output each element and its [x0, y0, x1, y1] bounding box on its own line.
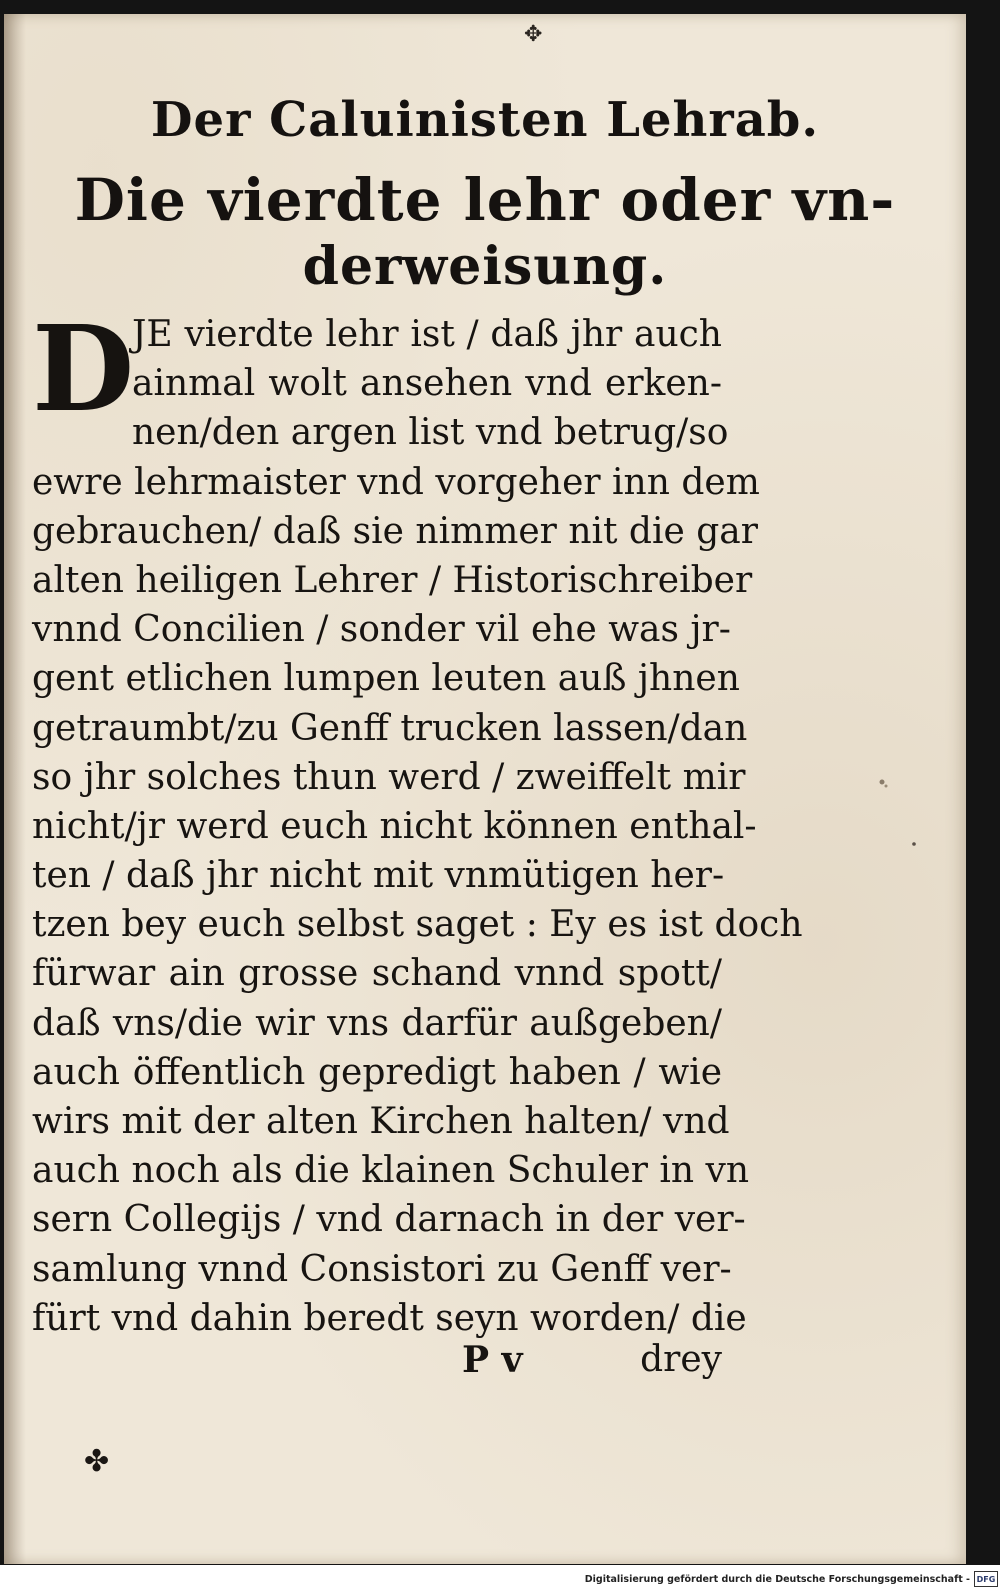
- text-line: ainmal wolt ansehen vnd erken-: [132, 363, 722, 405]
- text-line: so jhr solches thun werd / zweiffelt mir: [32, 756, 746, 798]
- chapter-title-line-1: Die vierdte lehr oder vn-: [74, 166, 896, 234]
- text-line: wirs mit der alten Kirchen halten/ vnd: [32, 1101, 730, 1142]
- text-line: gebrauchen/ daß sie nimmer nit die gar: [32, 510, 758, 552]
- text-line: auch noch als die klainen Schuler in vn: [32, 1150, 750, 1192]
- bottom-ornament-icon: ✤: [84, 1444, 110, 1479]
- signature-mark: P v: [462, 1339, 523, 1381]
- text-line: vnnd Concilien / sonder vil ehe was jr-: [32, 609, 731, 651]
- chapter-title-line-2: derweisung.: [302, 236, 668, 297]
- text-line: fürwar ain grosse schand vnnd spott/: [32, 953, 722, 995]
- digitization-credit: Digitalisierung gefördert durch die Deutsche Forschungsgemeinschaft -: [584, 1574, 970, 1585]
- text-line: ewre lehrmaister vnd vorgeher inn dem: [32, 461, 760, 503]
- text-line: tzen bey euch selbst saget : Ey es ist doch: [32, 904, 803, 946]
- text-line: samlung vnnd Consistori zu Genff ver-: [32, 1248, 732, 1290]
- text-line: JE vierdte lehr ist / daß jhr auch: [132, 314, 722, 355]
- dfg-logo: DFG: [974, 1571, 998, 1587]
- text-line: gent etlichen lumpen leuten auß jhnen: [32, 658, 740, 700]
- running-title: Der Caluinisten Lehrab.: [150, 92, 820, 148]
- text-line: nen/den argen list vnd betrug/so: [132, 412, 729, 454]
- text-line: fürt vnd dahin beredt seyn worden/ die: [32, 1297, 747, 1339]
- ornament-icon: ✥: [524, 22, 543, 47]
- body-text: [32, 299, 803, 1343]
- text-line: alten heiligen Lehrer / Historischreiber: [32, 559, 753, 601]
- text-line: daß vns/die wir vns darfür außgeben/: [32, 1002, 722, 1044]
- text-line: nicht/jr werd euch nicht können enthal-: [32, 805, 757, 847]
- text-line: auch öffentlich gepredigt haben / wie: [32, 1051, 722, 1093]
- book-page: [4, 14, 966, 1564]
- catchword: drey: [640, 1339, 722, 1380]
- paper-specks: [864, 774, 924, 894]
- text-line: getraumbt/zu Genff trucken lassen/dan: [32, 707, 748, 749]
- drop-initial: D: [32, 299, 135, 438]
- text-line: sern Collegijs / vnd darnach in der ver-: [32, 1199, 746, 1241]
- text-line: ten / daß jhr nicht mit vnmütigen her-: [32, 855, 725, 897]
- page-footer: [32, 1339, 722, 1389]
